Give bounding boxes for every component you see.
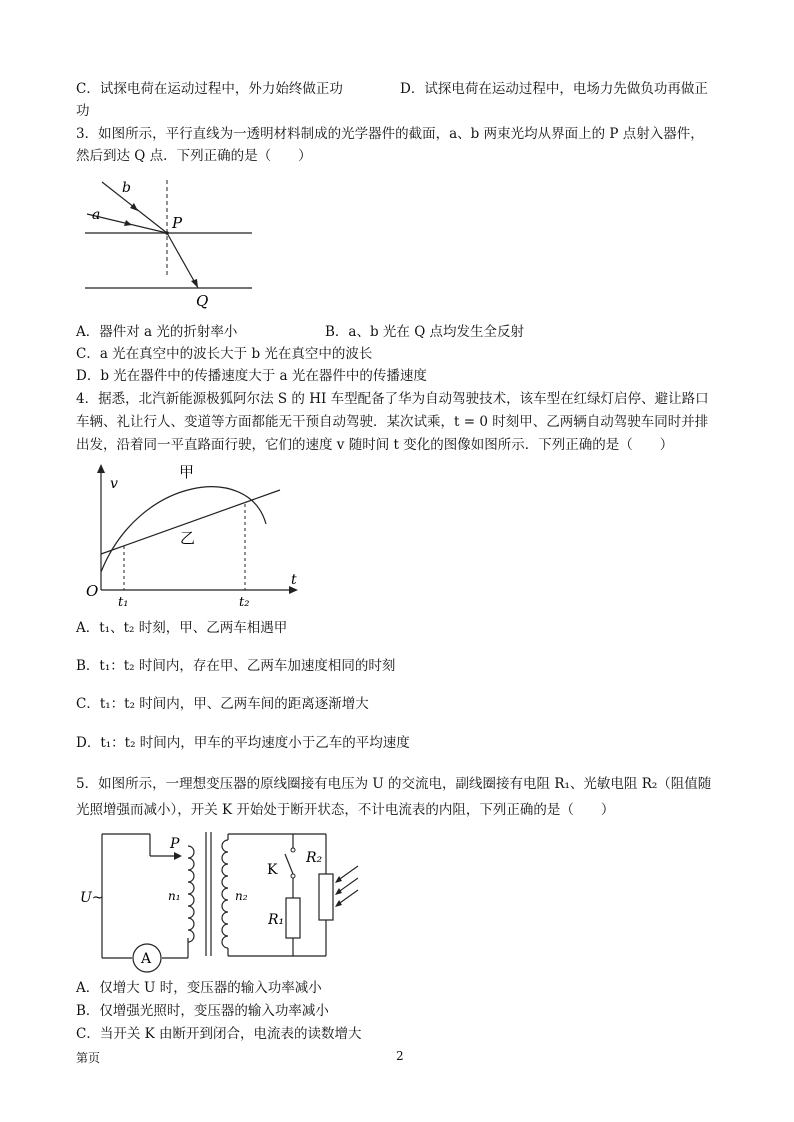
q4-stem-line3: 出发，沿着同一平直路面行驶，它们的速度 v 随时间 t 变化的图像如图所示．下列正确的是（ ） <box>76 437 674 453</box>
q5-option-a: A．仅增大 U 时，变压器的输入功率减小 <box>76 980 322 996</box>
q5-tap-label: P <box>170 836 180 852</box>
q3-option-c: C．a 光在真空中的波长大于 b 光在真空中的波长 <box>76 346 373 362</box>
q5-source-label: U~ <box>80 890 104 906</box>
q3-ray-a-arrow <box>124 220 132 226</box>
q4-stem-line2: 车辆、礼让行人、变道等方面都能无干预自动驾驶．某次试乘，t = 0 时刻甲、乙两辆自动驾驶车同时并排 <box>76 414 709 430</box>
q2-option-d-continued: 功 <box>76 103 90 119</box>
q4-option-a: A．t₁、t₂ 时刻，甲、乙两车相遇甲 <box>76 620 288 636</box>
q5-switch-bottom <box>291 874 295 878</box>
q3-label-b: b <box>122 180 131 196</box>
q3-refracted-arrow <box>191 279 198 288</box>
q3-option-a: A．器件对 a 光的折射率小 <box>76 324 238 340</box>
q4-vt-graph <box>84 462 309 610</box>
q4-v-label: v <box>110 476 118 492</box>
q3-stem-line2: 然后到达 Q 点．下列正确的是（ ） <box>76 148 312 164</box>
q5-secondary-coil <box>222 840 228 948</box>
q3-stem-line1: 3．如图所示，平行直线为一透明材料制成的光学器件的截面，a、b 两束光均从界面上的 P 点射入器件， <box>76 126 704 142</box>
q5-ammeter-label: A <box>141 951 152 967</box>
q4-origin: O <box>86 582 99 600</box>
footer-page-label: 第页 <box>76 1051 101 1065</box>
q3-label-q: Q <box>196 292 209 310</box>
q5-stem-line2: 光照增强而减小），开关 K 开始处于断开状态，不计电流表的内阻，下列正确的是（ ） <box>76 802 615 818</box>
q4-jia-label: 甲 <box>179 463 195 481</box>
q3-option-b: B．a、b 光在 Q 点均发生全反射 <box>325 324 525 340</box>
q4-option-c: C．t₁：t₂ 时间内，甲、乙两车间的距离逐渐增大 <box>76 696 369 712</box>
q5-switch-top <box>291 848 295 852</box>
q4-t2-label: t₂ <box>239 595 250 610</box>
q4-yi-label: 乙 <box>180 529 196 547</box>
q3-label-p: P <box>172 214 183 232</box>
q5-r1-label: R₁ <box>268 912 285 928</box>
q5-tap-arrow <box>174 852 182 860</box>
q5-r2-label: R₂ <box>306 850 323 866</box>
q4-v-axis-arrow <box>97 464 105 473</box>
q5-option-b: B．仅增强光照时，变压器的输入功率减小 <box>76 1003 329 1019</box>
q4-t-label: t <box>291 572 297 588</box>
footer-page-number: 2 <box>396 1049 404 1063</box>
q5-primary-coil <box>188 846 194 942</box>
q5-switch-blade <box>285 854 293 874</box>
q2-option-c: C．试探电荷在运动过程中，外力始终做正功 <box>76 81 343 97</box>
q4-stem-line1: 4．据悉，北汽新能源极狐阿尔法 S 的 HI 车型配备了华为自动驾驶技术，该车型在红绿灯启停、避让路口 <box>76 391 709 407</box>
q5-option-c: C．当开关 K 由断开到闭合，电流表的读数增大 <box>76 1026 362 1042</box>
q5-n1-label: n₁ <box>168 889 181 903</box>
q3-refracted-ray <box>167 233 198 288</box>
q4-option-b: B．t₁：t₂ 时间内，存在甲、乙两车加速度相同的时刻 <box>76 658 396 674</box>
q5-n2-label: n₂ <box>235 889 248 903</box>
q3-option-d: D．b 光在器件中的传播速度大于 a 光在器件中的传播速度 <box>76 368 427 384</box>
q2-option-d: D．试探电荷在运动过程中，电场力先做负功再做正 <box>400 81 708 97</box>
q5-photoresistor-r2 <box>319 874 333 920</box>
q3-point-p <box>165 231 169 235</box>
q3-label-a: a <box>92 207 101 223</box>
q5-resistor-r1 <box>286 898 300 938</box>
q5-stem-line1: 5．如图所示，一理想变压器的原线圈接有电压为 U 的交流电，副线圈接有电阻 R₁、光敏电阻 R₂（阻值随 <box>76 776 712 792</box>
q5-transformer-circuit <box>80 826 370 971</box>
q5-switch-label: K <box>267 862 278 878</box>
q4-t1-label: t₁ <box>118 595 129 610</box>
q3-optics-figure <box>80 175 260 310</box>
q4-option-d: D．t₁：t₂ 时间内，甲车的平均速度小于乙车的平均速度 <box>76 735 410 751</box>
